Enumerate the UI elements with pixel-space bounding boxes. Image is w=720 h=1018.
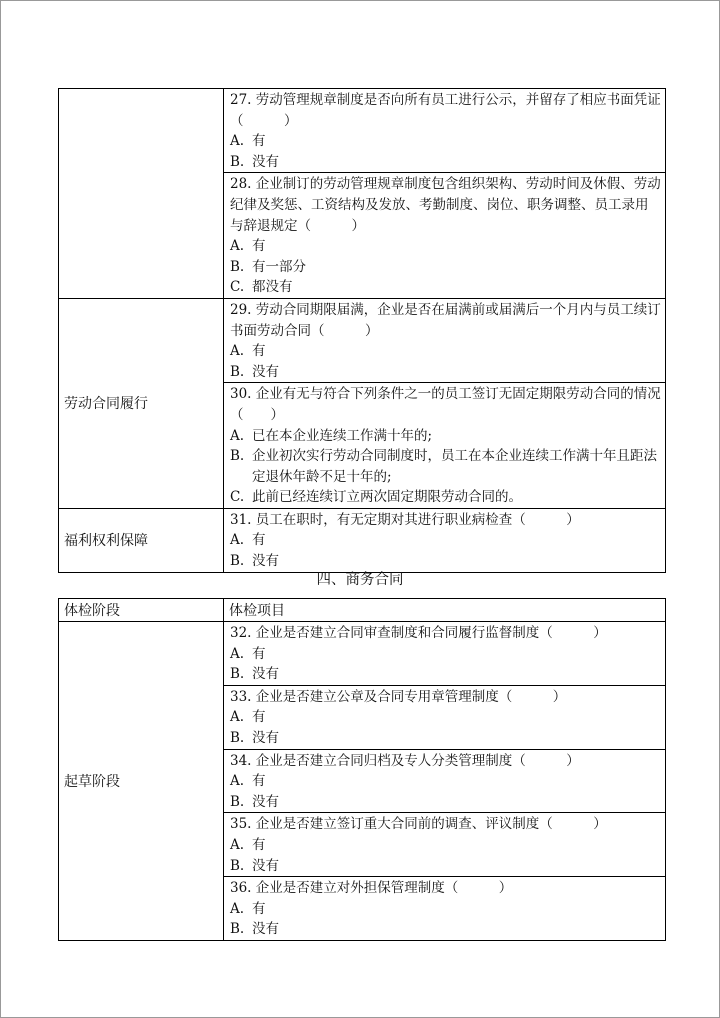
answer-option — [230, 644, 661, 665]
question-text: 30. 企业有无与符合下列条件之一的员工签订无固定期限劳动合同的情况（ ） — [230, 386, 661, 423]
answer-option — [230, 919, 661, 940]
question-text: 27. 劳动管理规章制度是否向所有员工进行公示，并留存了相应书面凭证（ ） — [230, 92, 661, 129]
question-cell — [224, 813, 666, 877]
answer-option — [230, 362, 661, 383]
option-letter: B. — [230, 729, 245, 746]
option-text: 已在本企业连续工作满十年的; — [252, 427, 433, 444]
answer-option — [230, 257, 661, 278]
question-cell — [224, 622, 666, 686]
option-text: 有 — [252, 238, 266, 255]
question-cell — [224, 89, 666, 173]
section-title: 四、商务合同 — [316, 572, 404, 588]
option-letter: B. — [230, 258, 245, 275]
option-text: 有 — [252, 645, 266, 662]
option-letter: A. — [230, 238, 245, 255]
option-letter: B. — [230, 363, 245, 380]
answer-option — [230, 899, 661, 920]
question-cell — [224, 877, 666, 941]
answer-option — [230, 152, 661, 173]
question-cell — [224, 749, 666, 813]
question-text: 32. 企业是否建立合同审查制度和合同履行监督制度（ ） — [230, 625, 607, 641]
header-row — [59, 599, 666, 622]
question-text: 28. 企业制订的劳动管理规章制度包含组织架构、劳动时间及休假、劳动纪律及奖惩、工资结构及发放、考勤制度、岗位、职务调整、员工录用与辞退规定（ ） — [230, 176, 661, 234]
option-text: 有 — [252, 133, 266, 150]
option-text: 有 — [252, 343, 266, 360]
answer-option — [230, 835, 661, 856]
answer-option — [230, 426, 661, 447]
option-letter: A. — [230, 836, 245, 853]
labor-checklist-table — [58, 88, 666, 573]
question-text: 29. 劳动合同期限届满，企业是否在届满前或届满后一个月内与员工续订书面劳动合同（ ） — [230, 301, 661, 339]
answer-option — [230, 792, 661, 813]
option-text: 企业初次实行劳动合同制度时，员工在本企业连续工作满十年且距法定退休年龄不足十年的; — [252, 448, 657, 485]
answer-option — [230, 446, 661, 487]
option-text: 没有 — [252, 553, 279, 570]
answer-option — [230, 277, 661, 298]
answer-option — [230, 856, 661, 877]
option-letter: A. — [230, 532, 245, 549]
option-letter: C. — [230, 279, 245, 296]
option-letter: A. — [230, 709, 245, 726]
option-letter: B. — [230, 553, 245, 570]
option-letter: A. — [230, 343, 245, 360]
category-cell — [59, 89, 224, 299]
question-text: 36. 企业是否建立对外担保管理制度（ ） — [230, 880, 513, 897]
option-letter: B. — [230, 153, 245, 170]
business-contract-table — [58, 598, 666, 941]
answer-option — [230, 707, 661, 728]
answer-option — [230, 530, 661, 551]
option-letter: B. — [230, 448, 245, 465]
category-cell: 劳动合同履行 — [59, 298, 224, 508]
option-letter: A. — [230, 773, 245, 790]
question-cell — [224, 383, 666, 509]
question-text: 34. 企业是否建立合同归档及专人分类管理制度（ ） — [230, 752, 580, 769]
table-row — [59, 298, 666, 382]
answer-option — [230, 487, 661, 508]
option-text: 没有 — [252, 666, 279, 683]
option-text: 此前已经连续订立两次固定期限劳动合同的。 — [252, 489, 522, 506]
option-text: 有 — [252, 709, 266, 726]
answer-option — [230, 236, 661, 257]
option-letter: B. — [230, 921, 245, 938]
option-letter: C. — [230, 489, 245, 506]
option-letter: B. — [230, 666, 245, 683]
option-letter: A. — [230, 645, 245, 662]
option-text: 有 — [252, 532, 266, 549]
answer-option — [230, 341, 661, 362]
header-item: 体检项目 — [224, 599, 666, 622]
option-letter: A. — [230, 133, 245, 150]
option-text: 有 — [252, 836, 266, 853]
question-cell — [224, 173, 666, 299]
answer-option — [230, 131, 661, 152]
option-letter: A. — [230, 900, 245, 917]
question-text: 35. 企业是否建立签订重大合同前的调查、评议制度（ ） — [230, 816, 607, 833]
option-text: 没有 — [252, 153, 279, 170]
table-row — [59, 622, 666, 686]
option-text: 有 — [252, 900, 266, 917]
category-cell: 福利权利保障 — [59, 508, 224, 572]
option-text: 都没有 — [252, 279, 293, 296]
category-cell: 起草阶段 — [59, 622, 224, 941]
answer-option — [230, 664, 661, 685]
header-stage: 体检阶段 — [59, 599, 224, 622]
question-cell — [224, 508, 666, 572]
question-cell — [224, 685, 666, 749]
table-row — [59, 89, 666, 173]
option-text: 有一部分 — [252, 258, 306, 275]
option-text: 没有 — [252, 921, 279, 938]
option-text: 没有 — [252, 793, 279, 810]
option-letter: B. — [230, 857, 245, 874]
table-row — [59, 508, 666, 572]
question-text: 33. 企业是否建立公章及合同专用章管理制度（ ） — [230, 688, 567, 705]
answer-option — [230, 728, 661, 749]
answer-option — [230, 771, 661, 792]
question-cell — [224, 298, 666, 382]
option-letter: B. — [230, 793, 245, 810]
question-text: 31. 员工在职时，有无定期对其进行职业病检查（ ） — [230, 511, 580, 528]
option-text: 有 — [252, 773, 266, 790]
option-text: 没有 — [252, 857, 279, 874]
option-text: 没有 — [252, 729, 279, 746]
option-letter: A. — [230, 427, 245, 444]
option-text: 没有 — [252, 363, 279, 380]
